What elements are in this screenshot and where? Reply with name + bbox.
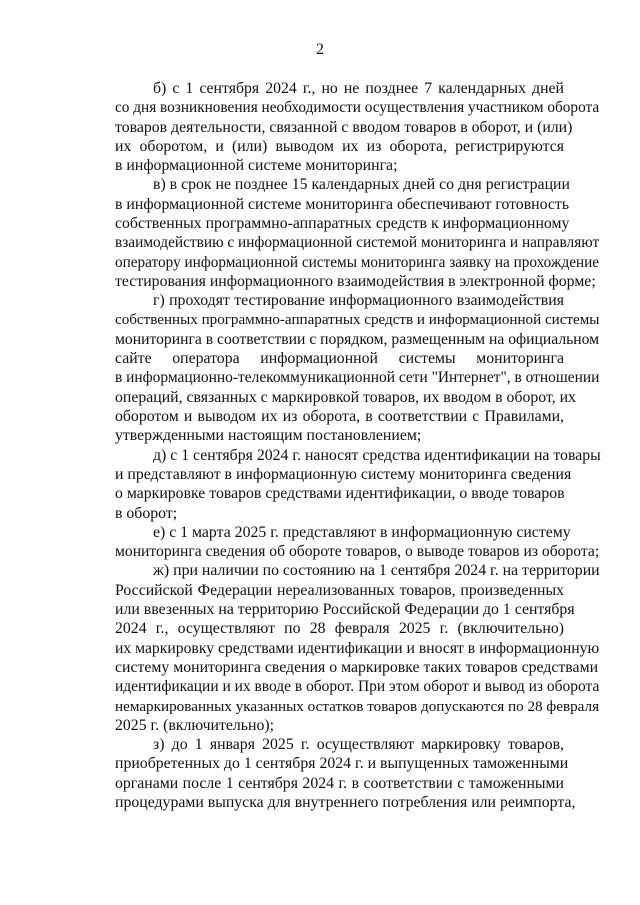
text-line: идентификации и их вводе в оборот. При этом оборот и вывод из оборота [115,678,600,696]
text-line: их маркировку средствами идентификации и вносят в информационную [115,639,600,657]
text-line: утвержденными настоящим постановлением; [115,427,422,445]
text-line: операций, связанных с маркировкой товаров, их вводом в оборот, их [115,388,576,406]
paragraph-b [77,79,600,175]
text-line: 2025 г. (включительно); [115,716,275,734]
text-line: тестирования информационного взаимодействия в электронной форме; [115,272,596,290]
text-line: органами после 1 сентября 2024 г. в соответствии с таможенными [115,774,564,792]
text-line: Российской Федерации нереализованных товаров, произведенных [115,581,564,599]
text-line: собственных программно-аппаратных средств к информационному [115,215,570,233]
page-number: 2 [316,41,324,58]
text-line: о маркировке товаров средствами идентификации, о вводе товаров [115,485,565,503]
paragraph-e [77,523,600,562]
text-line: д) с 1 сентября 2024 г. наносят средства идентификации на товары [153,446,601,464]
text-line: и представляют в информационную систему мониторинга сведения [115,465,572,483]
text-line: в информационной системе мониторинга обеспечивают готовность [115,195,570,213]
text-line: мониторинга сведения об обороте товаров, о выводе товаров из оборота; [115,543,600,561]
text-line: товаров деятельности, связанной с вводом товаров в оборот, и (или) [115,118,573,136]
text-line: немаркированных указанных остатков товаров допускаются по 28 февраля [115,697,600,715]
text-line: ж) при наличии по состоянию на 1 сентября 2024 г. на территории [153,562,600,580]
text-line: сайте оператора информационной системы мониторинга [115,350,564,368]
paragraph-v [77,175,600,291]
paragraph-g [77,291,600,445]
text-line: их оборотом, и (или) выводом их из оборота, регистрируются [115,137,564,155]
text-line: з) до 1 января 2025 г. осуществляют маркировку товаров, [153,736,564,754]
text-line: 2024 г., осуществляют по 28 февраля 2025 г. (включительно) [115,620,564,638]
text-line: приобретенных до 1 сентября 2024 г. и выпущенных таможенными [115,755,569,773]
text-line: со дня возникновения необходимости осуществления участником оборота [115,99,600,117]
text-line: процедурами выпуска для внутреннего потребления или реимпорта, [115,793,576,811]
text-line: или ввезенных на территорию Российской Федерации до 1 сентября [115,601,575,619]
text-line: взаимодействию с информационной системой мониторинга и направляют [115,234,600,252]
text-line: оператору информационной системы мониторинга заявку на прохождение [115,253,600,271]
text-line: в информационно-телекоммуникационной сети "Интернет", в отношении [115,369,600,387]
text-line: в информационной системе мониторинга; [115,157,398,175]
text-line: г) проходят тестирование информационного взаимодействия [153,292,564,310]
text-line: мониторинга в соответствии с порядком, размещенным на официальном [115,330,600,348]
document-body [77,79,601,812]
paragraph-z [77,735,576,812]
text-line: собственных программно-аппаратных средств и информационной системы [115,311,600,328]
text-line: в оборот; [115,504,178,522]
text-line: в) в срок не позднее 15 календарных дней со дня регистрации [153,176,570,194]
paragraph-d [77,446,601,523]
text-line: б) с 1 сентября 2024 г., но не позднее 7 календарных дней [153,80,564,97]
text-line: систему мониторинга сведения о маркировке таких товаров средствами [115,658,599,676]
text-line: оборотом и выводом их из оборота, в соответствии с Правилами, [115,408,564,426]
paragraph-zh [77,561,600,735]
text-line: е) с 1 марта 2025 г. представляют в информационную систему [153,523,571,541]
